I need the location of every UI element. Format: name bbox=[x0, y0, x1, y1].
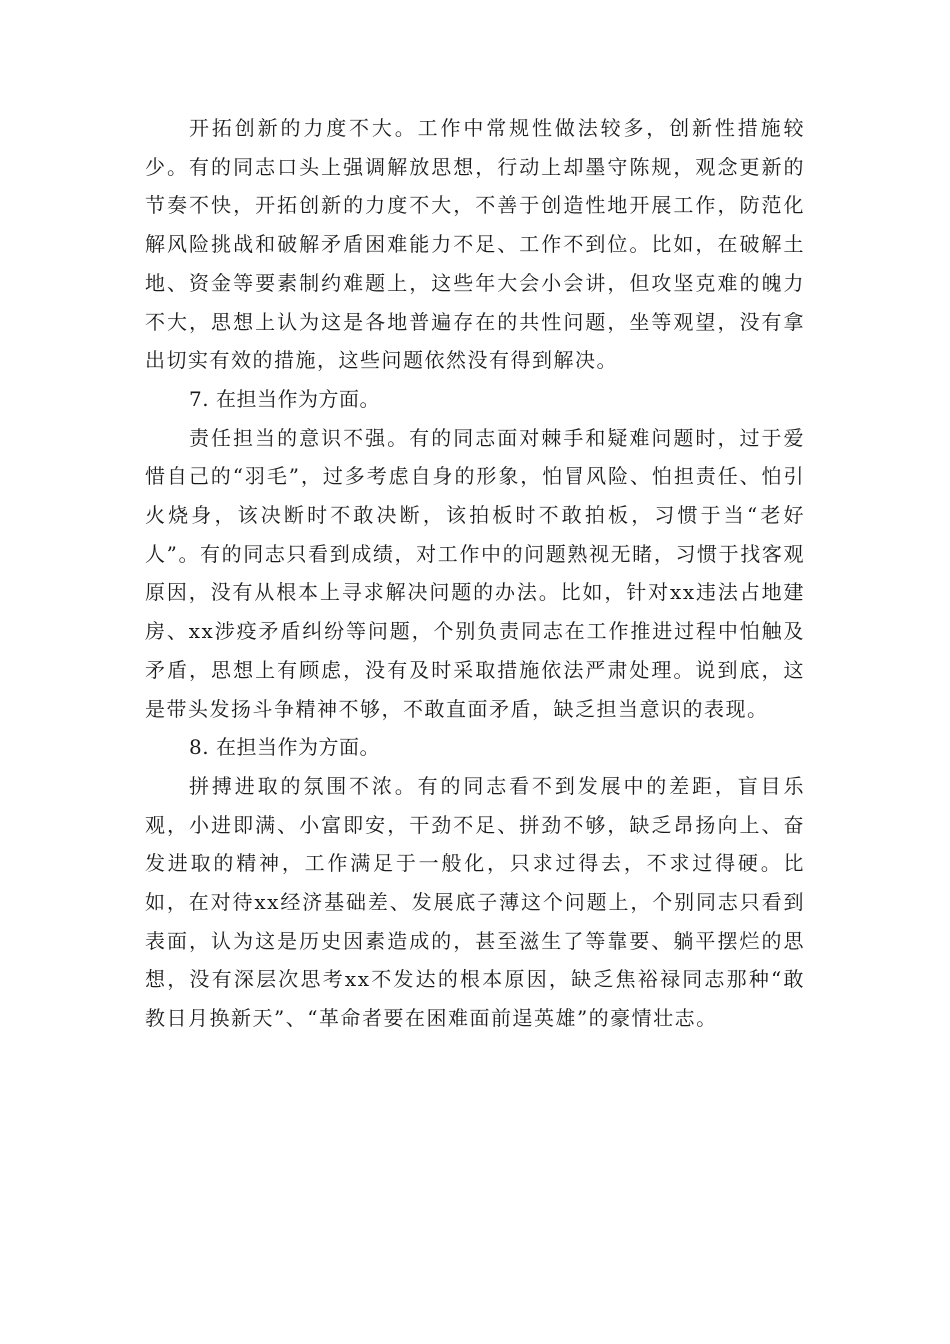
paragraph-innovation: 开拓创新的力度不大。工作中常规性做法较多，创新性措施较少。有的同志口头上强调解放思想，行动上却墨守陈规，观念更新的节奏不快，开拓创新的力度不大，不善于创造性地开展工作，防范化解风险挑战和破解矛盾困难能力不足、工作不到位。比如，在破解土地、资金等要素制约难题上，这些年大会小会讲，但攻坚克难的魄力不大，思想上认为这是各地普遍存在的共性问题，坐等观望，没有拿出切实有效的措施，这些问题依然没有得到解决。 bbox=[145, 116, 805, 373]
section-heading-7: 7. 在担当作为方面。 bbox=[189, 386, 380, 411]
document-body bbox=[145, 109, 805, 1038]
paragraph-responsibility: 责任担当的意识不强。有的同志面对棘手和疑难问题时，过于爱惜自己的“羽毛”，过多考虑自身的形象，怕冒风险、怕担责任、怕引火烧身，该决断时不敢决断，该拍板时不敢拍板，习惯于当“老好人”。有的同志只看到成绩，对工作中的问题熟视无睹，习惯于找客观原因，没有从根本上寻求解决问题的办法。比如，针对xx违法占地建房、xx涉疫矛盾纠纷等问题，个别负责同志在工作推进过程中怕触及矛盾，思想上有顾虑，没有及时采取措施依法严肃处理。说到底，这是带头发扬斗争精神不够，不敢直面矛盾，缺乏担当意识的表现。 bbox=[145, 425, 805, 721]
paragraph-striving: 拼搏进取的氛围不浓。有的同志看不到发展中的差距，盲目乐观，小进即满、小富即安，干劲不足、拼劲不够，缺乏昂扬向上、奋发进取的精神，工作满足于一般化，只求过得去，不求过得硬。比如，在对待xx经济基础差、发展底子薄这个问题上，个别同志只看到表面，认为这是历史因素造成的，甚至滋生了等靠要、躺平摆烂的思想，没有深层次思考xx不发达的根本原因，缺乏焦裕禄同志那种“敢教日月换新天”、“革命者要在困难面前逞英雄”的豪情壮志。 bbox=[145, 773, 805, 1031]
section-heading-8: 8. 在担当作为方面。 bbox=[189, 735, 380, 760]
